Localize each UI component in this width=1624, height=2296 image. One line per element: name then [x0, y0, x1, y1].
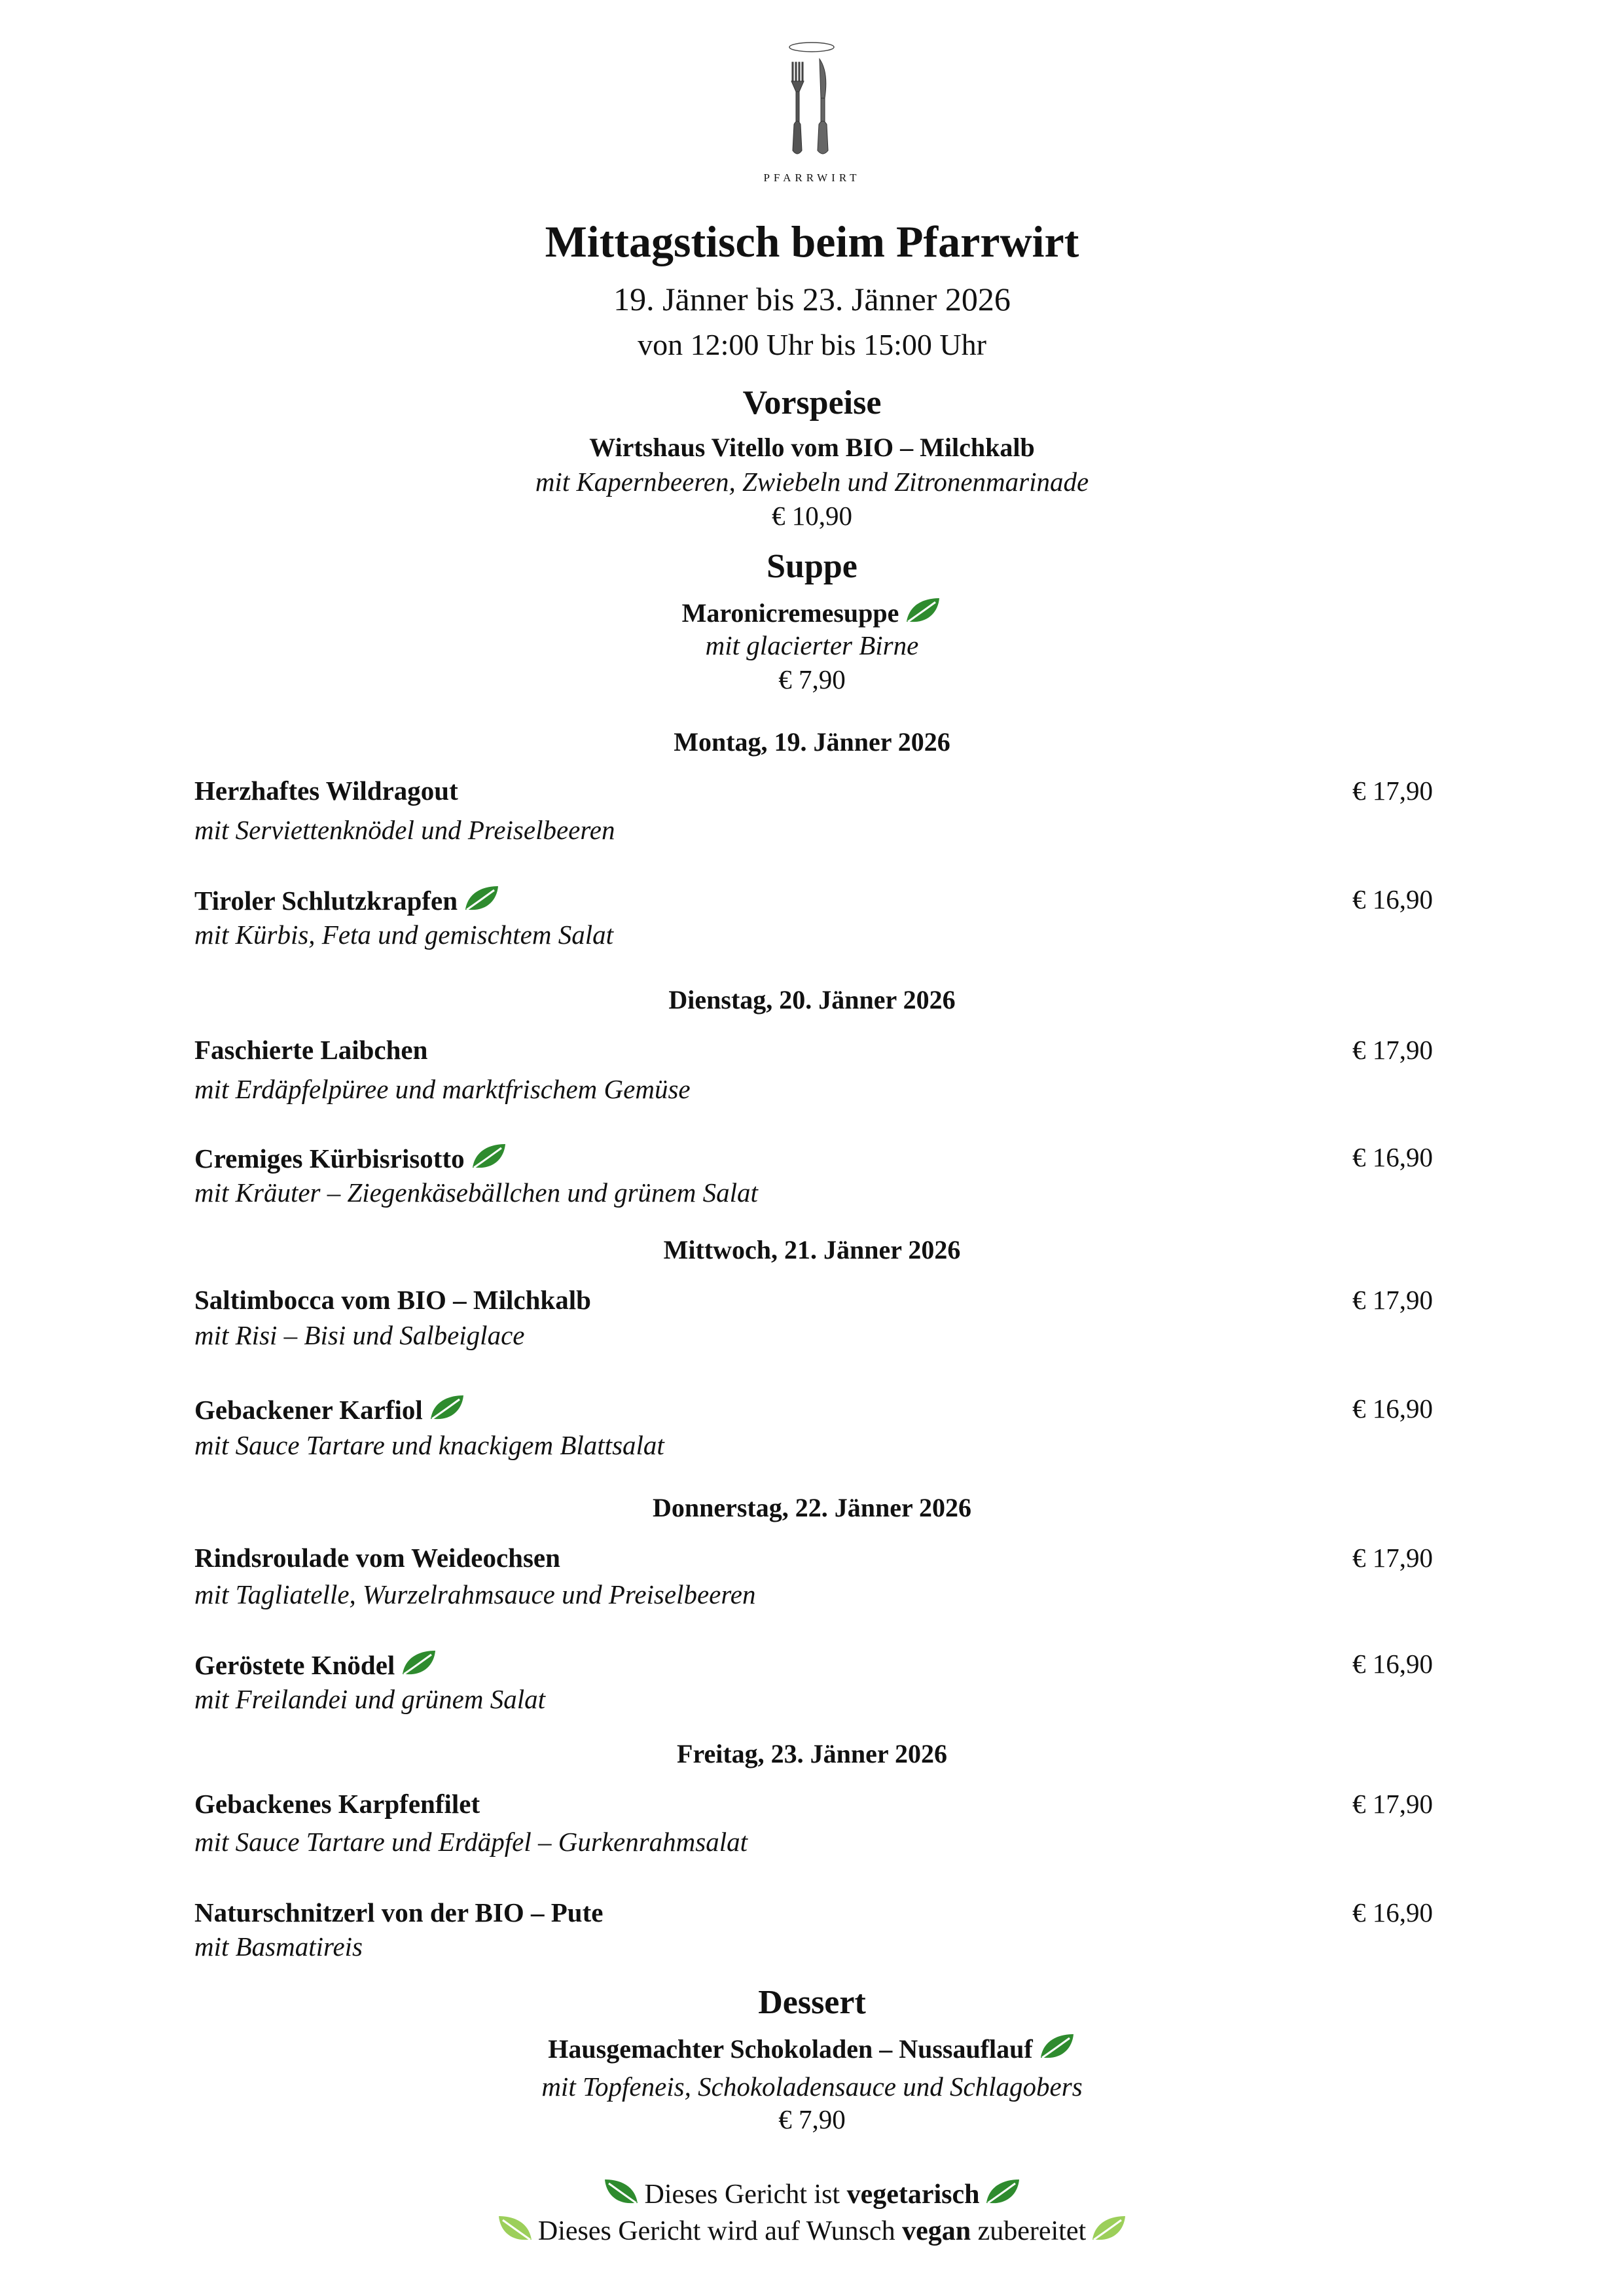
dish-name: Gebackenes Karpfenfilet — [194, 1789, 480, 1819]
dish-price: € 17,90 — [1352, 1035, 1433, 1065]
dish-description: mit Sauce Tartare und Erdäpfel – Gurkenrahmsalat — [194, 1827, 748, 1857]
dessert-heading: Dessert — [758, 1984, 866, 2021]
dish-name-line — [194, 884, 501, 916]
dish-description: mit Erdäpfelpüree und marktfrischem Gemüse — [194, 1074, 691, 1104]
dish-name: Faschierte Laibchen — [194, 1035, 428, 1065]
dish-price: € 16,90 — [1352, 1142, 1433, 1172]
legend-vegetarian-prefix: Dieses Gericht ist — [644, 2179, 840, 2210]
page-title: Mittagstisch beim Pfarrwirt — [545, 217, 1079, 266]
legend-vegetarian-emphasis: vegetarisch — [846, 2179, 980, 2210]
dessert-description: mit Topfeneis, Schokoladensauce und Schlagobers — [541, 2072, 1083, 2102]
vegetarian-leaf-icon — [463, 884, 501, 914]
day-heading: Dienstag, 20. Jänner 2026 — [668, 985, 956, 1014]
dish-name: Cremiges Kürbisrisotto — [194, 1143, 465, 1174]
legend-vegan-prefix: Dieses Gericht wird auf Wunsch — [537, 2216, 895, 2246]
legend-vegan — [0, 2214, 1624, 2247]
dish-description: mit Serviettenknödel und Preiselbeeren — [194, 815, 615, 845]
dish-name-line — [194, 1141, 508, 1174]
date-range: 19. Jänner bis 23. Jänner 2026 — [613, 281, 1011, 317]
dish-price: € 16,90 — [1352, 1897, 1433, 1928]
dish-name: Naturschnitzerl von der BIO – Pute — [194, 1897, 604, 1928]
legend-vegetarian — [0, 2177, 1624, 2210]
starter-description: mit Kapernbeeren, Zwiebeln und Zitronenmarinade — [535, 467, 1089, 497]
dish-name: Saltimbocca vom BIO – Milchkalb — [194, 1285, 591, 1315]
starter-price: € 10,90 — [772, 501, 852, 531]
dish-price: € 17,90 — [1352, 776, 1433, 806]
dessert-dish-line — [0, 2032, 1624, 2064]
soup-description: mit glacierter Birne — [705, 630, 919, 660]
dessert-price: € 7,90 — [778, 2104, 846, 2134]
pfarrwirt-logo — [772, 39, 851, 164]
dish-description: mit Risi – Bisi und Salbeiglace — [194, 1320, 525, 1350]
dish-price: € 17,90 — [1352, 1789, 1433, 1819]
logo-wordmark: PFARRWIRT — [763, 171, 861, 184]
dish-name-line — [194, 1648, 438, 1681]
soup-dish-line — [0, 596, 1624, 628]
dessert-dish: Hausgemachter Schokoladen – Nussauflauf — [548, 2034, 1033, 2064]
vegetarian-leaf-icon — [984, 2177, 1022, 2207]
day-heading: Mittwoch, 21. Jänner 2026 — [663, 1235, 961, 1265]
dish-name: Rindsroulade vom Weideochsen — [194, 1543, 560, 1573]
soup-price: € 7,90 — [778, 664, 846, 694]
day-heading: Freitag, 23. Jänner 2026 — [677, 1739, 947, 1768]
day-heading: Donnerstag, 22. Jänner 2026 — [652, 1493, 972, 1522]
vegan-leaf-icon — [1090, 2214, 1128, 2244]
dish-description: mit Kürbis, Feta und gemischtem Salat — [194, 920, 614, 950]
day-heading: Montag, 19. Jänner 2026 — [674, 727, 950, 757]
vegetarian-leaf-icon — [1038, 2032, 1076, 2062]
vegetarian-leaf-icon — [904, 596, 942, 626]
dish-name-line — [194, 1393, 466, 1426]
dish-description: mit Basmatireis — [194, 1931, 363, 1962]
dish-description: mit Kräuter – Ziegenkäsebällchen und grünem Salat — [194, 1177, 758, 1208]
dish-price: € 16,90 — [1352, 1393, 1433, 1424]
dish-price: € 16,90 — [1352, 1649, 1433, 1679]
starter-heading: Vorspeise — [742, 384, 882, 422]
vegetarian-leaf-icon — [470, 1141, 508, 1172]
dish-name: Tiroler Schlutzkrapfen — [194, 886, 458, 916]
soup-dish: Maronicremesuppe — [681, 598, 899, 628]
dish-price: € 17,90 — [1352, 1543, 1433, 1573]
dish-name: Gebackener Karfiol — [194, 1395, 423, 1425]
vegetarian-leaf-icon — [400, 1648, 438, 1678]
dish-description: mit Sauce Tartare und knackigem Blattsalat — [194, 1430, 664, 1460]
dish-description: mit Freilandei und grünem Salat — [194, 1684, 545, 1714]
legend-vegan-emphasis: vegan — [902, 2216, 971, 2246]
legend-vegan-suffix: zubereitet — [977, 2216, 1087, 2246]
soup-heading: Suppe — [767, 548, 857, 585]
starter-dish: Wirtshaus Vitello vom BIO – Milchkalb — [589, 433, 1035, 462]
vegetarian-leaf-icon — [602, 2177, 640, 2207]
vegan-leaf-icon — [496, 2214, 534, 2244]
dish-price: € 16,90 — [1352, 884, 1433, 914]
vegetarian-leaf-icon — [428, 1393, 466, 1423]
dish-name: Geröstete Knödel — [194, 1650, 395, 1680]
dish-price: € 17,90 — [1352, 1285, 1433, 1315]
opening-hours: von 12:00 Uhr bis 15:00 Uhr — [638, 328, 986, 361]
dish-description: mit Tagliatelle, Wurzelrahmsauce und Preiselbeeren — [194, 1579, 756, 1609]
dish-name: Herzhaftes Wildragout — [194, 776, 458, 806]
